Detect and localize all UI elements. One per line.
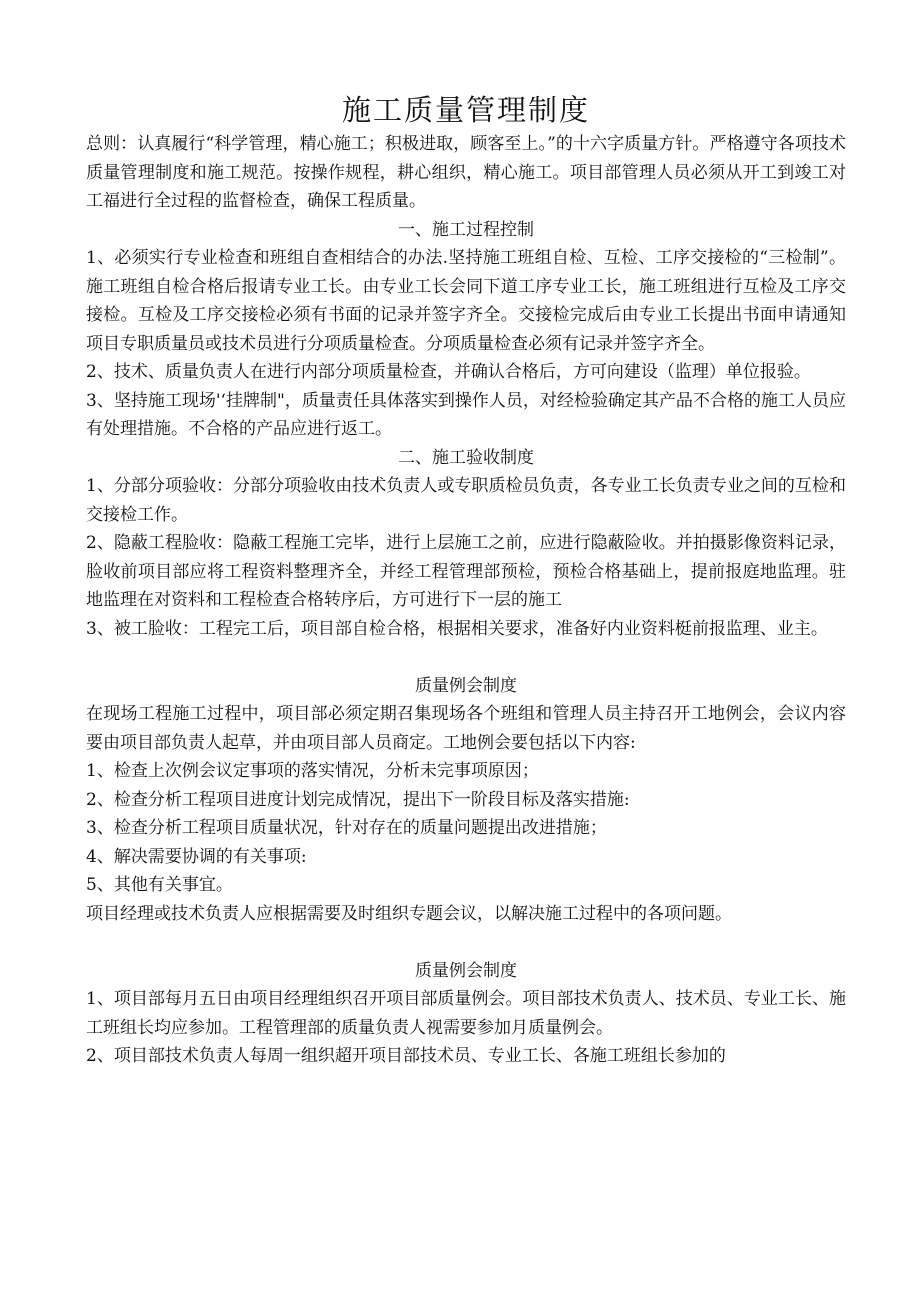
quality-meeting-closing: 项目经理或技术负责人应根据需要及时组织专题会议，以解决施工过程中的各项问题。 [86, 903, 732, 924]
blank-line [86, 643, 846, 672]
acceptance-item-3: 3、被工脸收：工程完工后，项目部自检合格，根据相关要求，准备好内业资料梃前报监理、业主。 [86, 618, 828, 639]
section-heading-process-control: 一、施工过程控制 [398, 219, 534, 240]
section-heading-quality-meeting-2: 质量例会制度 [415, 960, 517, 981]
document-title: 施工质量管理制度 [341, 93, 590, 127]
general-principles: 总则：认真履行“科学管理，精心施工；积极进取，顾客至上。”的十六字质量方针。严格遵守各项技术质量管理制度和施工规范。按操作规程，耕心组织，精心施工。项目部管理人员必须从开工到竣工对工福进行全过程的监督检查，确保工程质量。 [86, 134, 846, 211]
section-heading-acceptance: 二、施工验收制度 [398, 447, 534, 468]
blank-line [86, 928, 846, 957]
quality-meeting-intro: 在现场工程施工过程中，项目部必须定期召集现场各个班组和管理人员主持召开工地例会，会议内容要由项目部负责人起草，并由项目部人员商定。工地例会要包括以下内容: [86, 704, 846, 753]
quality-meeting-item-2: 2、检查分析工程项目进度计划完成情况，提出下一阶段目标及落实措施: [86, 789, 630, 810]
process-control-item-3: 3、坚持施工现场'‘挂牌制"，质量责任具体落实到操作人员，对经检验确定其产品不合格的施工人员应有处理措施。不合格的产品应进行返工。 [86, 390, 846, 439]
quality-meeting-2-item-1: 1、项目部每月五日由项目经理组织召开项目部质量例会。项目部技术负责人、技术员、专业工长、施工班组长均应参加。工程管理部的质量负责人视需要参加月质量例会。 [86, 989, 846, 1038]
section-heading-quality-meeting: 质量例会制度 [415, 675, 517, 696]
acceptance-item-1: 1、分部分项验收：分部分项验收由技术负责人或专职质检员负责，各专业工长负责专业之间的互检和交接检工作。 [86, 476, 846, 525]
process-control-item-1: 1、必须实行专业检查和班组自查相结合的办法.坚持施工班组自检、互检、工序交接检的“三检制”。施工班组自检合格后报请专业工长。由专业工长会同下道工序专业工长，施工班组进行互检及工序交接检。互检及工序交接检必须有书面的记录并签字齐全。交接检完成后由专业工长提出书面申请通知项目专职质量员或技术员进行分项质量检查。分项质量检查必须有记录并签字齐全。 [86, 248, 846, 354]
quality-meeting-item-1: 1、检查上次例会议定事项的落实情况，分析未完事项原因； [86, 761, 539, 781]
quality-meeting-item-3: 3、检查分析工程项目质量状况，针对存在的质量问题提出改进措施； [86, 818, 607, 838]
document-page [86, 90, 846, 1071]
acceptance-item-2: 2、隐蔽工程脸收：隐蔽工程施工完毕，进行上层施工之前，应进行隐蔽险收。并拍摄影像资料记录，脸收前项目部应将工程资料整理齐全，并经工程管理部预检，预检合格基础上，提前报庭地监理。驻地监理在对资料和工程检查合格转序后，方可进行下一层的施工 [86, 533, 846, 610]
quality-meeting-item-5: 5、其他有关事宜。 [86, 875, 233, 895]
process-control-item-2: 2、技术、质量负责人在进行内部分项质量检查，并确认合格后，方可向建设（监理）单位报验。 [86, 362, 811, 382]
quality-meeting-item-4: 4、解决需要协调的有关事项: [86, 846, 307, 867]
quality-meeting-2-item-2: 2、项目部技术负责人每周一组织超开项目部技术员、专业工长、各施工班组长参加的 [86, 1046, 726, 1066]
